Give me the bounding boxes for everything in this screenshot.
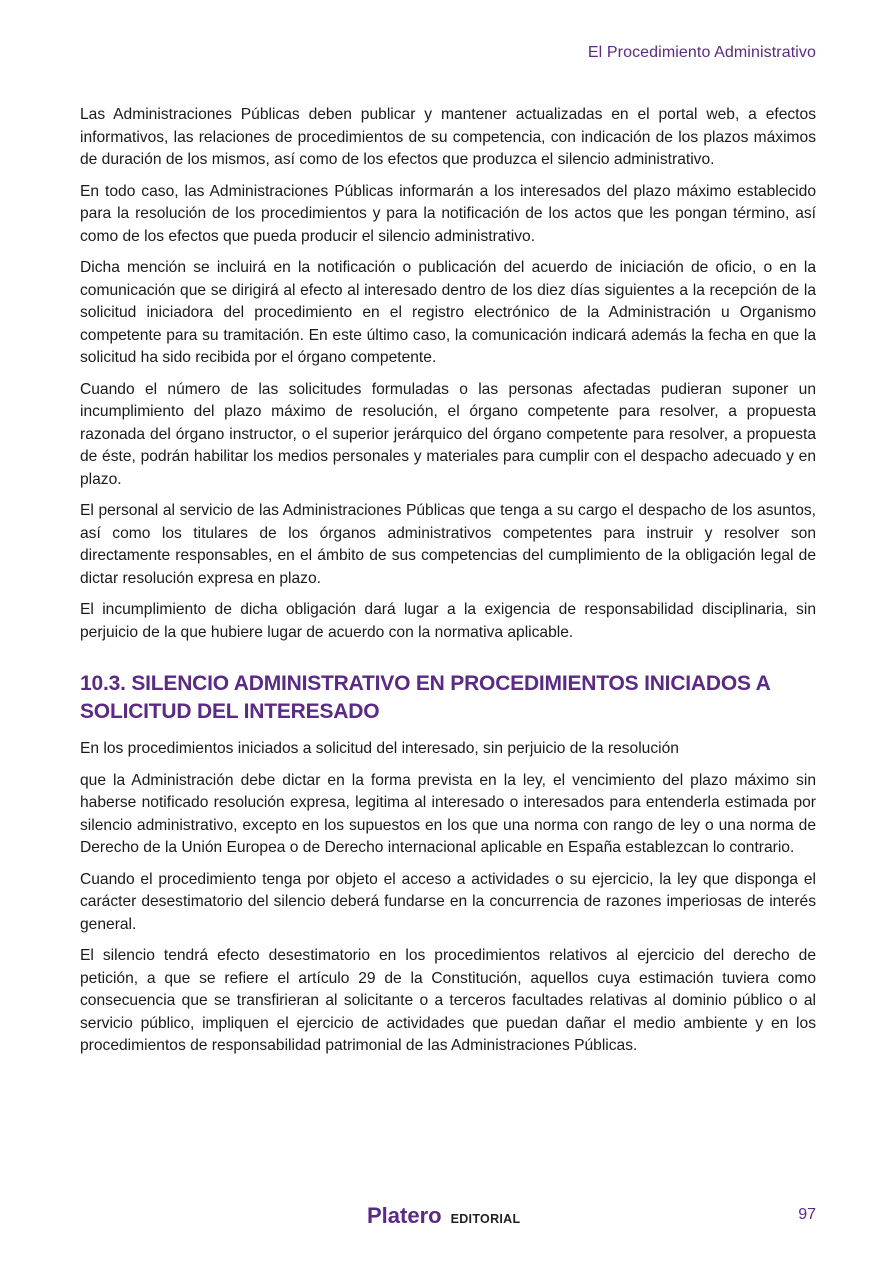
paragraph: En todo caso, las Administraciones Públicas informarán a los interesados del plazo máximo establecido para la resolución de los procedimientos y para la notificación de los actos que les pongan término, así como de los efectos que pueda producir el silencio administrativo. [80,182,816,245]
paragraph: El silencio tendrá efecto desestimatorio en los procedimientos relativos al ejercicio del derecho de petición, a que se refiere el artículo 29 de la Constitución, aquellos cuya estimación tuviera como consecuencia que se transfirieran al solicitante o a terceros facultades relativas al dominio público o al servicio público, impliquen el ejercicio de actividades que puedan dañar el medio ambiente y en los procedimientos de responsabilidad patrimonial de las Administraciones Públicas. [80,947,816,1054]
paragraph: Cuando el número de las solicitudes formuladas o las personas afectadas pudieran suponer un incumplimiento del plazo máximo de resolución, el órgano competente para resolver, a propuesta razonada del órgano instructor, o el superior jerárquico del órgano competente para resolver, a propuesta de éste, podrán habilitar los medios personales y materiales para cumplir con el despacho adecuado y en plazo. [80,380,816,488]
publisher-logo [367,1203,520,1229]
paragraph: Cuando el procedimiento tenga por objeto el acceso a actividades o su ejercicio, la ley que disponga el carácter desestimatorio del silencio deberá fundarse en la concurrencia de razones imperiosas de interés general. [80,870,816,933]
paragraph: que la Administración debe dictar en la forma prevista en la ley, el vencimiento del plazo máximo sin haberse notificado resolución expresa, legitima al interesado o interesados para entenderla estimada por silencio administrativo, excepto en los supuestos en los que una norma con rango de ley o una norma de Derecho de la Unión Europea o de Derecho internacional aplicable en España establezcan lo contrario. [80,771,816,856]
page-number: 97 [798,1206,816,1223]
running-header: El Procedimiento Administrativo [587,44,816,61]
paragraph: Las Administraciones Públicas deben publicar y mantener actualizadas en el portal web, a efectos informativos, las relaciones de procedimientos de su competencia, con indicación de los plazos máximos de duración de los mismos, así como de los efectos que produzca el silencio administrativo. [80,106,816,168]
brand-subtitle: EDITORIAL [450,1212,521,1226]
paragraph: En los procedimientos iniciados a solicitud del interesado, sin perjuicio de la resolución [80,740,679,757]
section-title: 10.3. SILENCIO ADMINISTRATIVO EN PROCEDIMIENTOS INICIADOS A SOLICITUD DEL INTERESADO [80,672,770,723]
brand-name: Platero [367,1203,442,1228]
paragraph: El incumplimiento de dicha obligación dará lugar a la exigencia de responsabilidad disciplinaria, sin perjuicio de la que hubiere lugar de acuerdo con la normativa aplicable. [80,601,816,641]
page-content [80,104,816,1067]
paragraph: El personal al servicio de las Administraciones Públicas que tenga a su cargo el despacho de los asuntos, así como los titulares de los órganos administrativos competentes para instruir y resolver son directamente responsables, en el ámbito de sus competencias del cumplimiento de la obligación legal de dictar resolución expresa en plazo. [80,502,816,587]
paragraph: Dicha mención se incluirá en la notificación o publicación del acuerdo de iniciación de oficio, o en la comunicación que se dirigirá al efecto al interesado dentro de los diez días siguientes a la recepción de la solicitud iniciadora del procedimiento en el registro electrónico de la Administración u Organismo competente para su tramitación. En este último caso, la comunicación indicará además la fecha en que la solicitud ha sido recibida por el órgano competente. [80,259,816,366]
